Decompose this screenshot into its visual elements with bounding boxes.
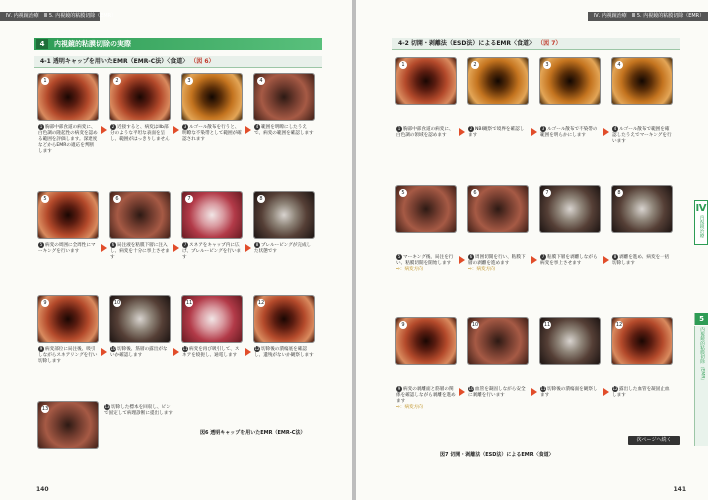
step-caption: 11切除後の潰瘍面を観察します [540, 386, 598, 398]
chapter-tab [694, 200, 708, 245]
running-header: Ⅳ. 内視鏡治療 Ⅲ 5. 内視鏡的粘膜切除（EMR） [588, 12, 708, 21]
step-caption: 5 病変の周囲に全周性にマーキングを行います [38, 242, 96, 254]
step-arrow [459, 128, 465, 136]
endoscopy-photo-8: 8 [254, 192, 314, 238]
section-title: 内視鏡的粘膜切除の実際 [54, 40, 131, 48]
section-title-bar [34, 38, 322, 50]
step-caption: 8 プレルーピングが完成した状態です [254, 242, 312, 254]
endoscopy-photo-8: 8 [612, 186, 672, 232]
step-arrow [101, 348, 107, 356]
step-caption: 5 マーキング後、局注を行い、粘膜切開を開始します ⇨：病変方向 [396, 254, 454, 272]
step-arrow [101, 244, 107, 252]
step-caption: 1 胸部中部食道の病変に、白色調の隆起性の病変を認める範囲を評価します。深達度などからEMRの適応を判断します [38, 124, 98, 154]
subsection-title: 4-1 透明キャップを用いたEMR（EMR-C法）〈食道〉 [40, 58, 189, 65]
step-caption: 6 周囲切開を行い、粘膜下層の剥離を進めます ⇨：病変方向 [468, 254, 526, 272]
endoscopy-photo-7: 7 [182, 192, 242, 238]
step-caption: 7 粘膜下層を剥離しながら病変を挙上させます [540, 254, 598, 266]
step-caption: 10切除後、筋層の露出がないか確認します [110, 346, 168, 358]
endoscopy-photo-13: 13 [38, 402, 98, 448]
endoscopy-photo-5: 5 [396, 186, 456, 232]
step-caption: 6 局注液を粘膜下層に注入し、病変を十分に挙上させます [110, 242, 170, 260]
endoscopy-photo-12: 12 [254, 296, 314, 342]
figure-caption: 図7 切開・剥離法（ESD法）によるEMR〈食道〉 [440, 452, 554, 458]
endoscopy-photo-6: 6 [110, 192, 170, 238]
step-caption: 7 スネアをキャップ内に広げ、プレルーピングを行います [182, 242, 242, 260]
endoscopy-photo-2: 2 [468, 58, 528, 104]
endoscopy-photo-10: 10 [110, 296, 170, 342]
section-tab [694, 326, 708, 446]
page-number: 140 [36, 486, 49, 493]
step-arrow [459, 256, 465, 264]
section-tab-number: 5 [694, 313, 708, 325]
figure-caption: 図6 透明キャップを用いたEMR（EMR-C法） [200, 430, 306, 436]
step-caption: 1 胸部中部食道の病変に、白色調の領域を認めます [396, 126, 454, 138]
step-caption: 10血管を凝固しながら安全に剥離を行います [468, 386, 526, 398]
step-arrow [603, 256, 609, 264]
step-arrow [101, 126, 107, 134]
subsection-header [392, 38, 680, 50]
endoscopy-photo-10: 10 [468, 318, 528, 364]
step-arrow [245, 126, 251, 134]
figure-ref: （図 6） [190, 58, 215, 65]
endoscopy-photo-6: 6 [468, 186, 528, 232]
endoscopy-photo-3: 3 [540, 58, 600, 104]
step-caption: 11病変を再び吸引して、スネアを絞扼し、通電します [182, 346, 240, 358]
endoscopy-photo-4: 4 [254, 74, 314, 120]
step-caption: 4 範囲を明瞭にしたうえで、病変の範囲を確認します [254, 124, 314, 136]
page-number: 141 [673, 486, 686, 493]
subsection-title: 4-2 切開・剥離法（ESD法）によるEMR〈食道〉 [398, 40, 536, 47]
section-tab-label: 内視鏡的粘膜切除（EMR） [699, 327, 705, 384]
step-arrow [531, 388, 537, 396]
section-number: 4 [36, 39, 48, 49]
step-caption: 9 病変部位に局注後、吸引しながらスネアリングを行い切除します [38, 346, 98, 364]
step-caption: 3 ルゴール散布で不染帯の範囲を明らかにします [540, 126, 598, 138]
step-arrow [603, 128, 609, 136]
endoscopy-photo-9: 9 [396, 318, 456, 364]
step-arrow [531, 128, 537, 136]
endoscopy-photo-1: 1 [38, 74, 98, 120]
step-caption: 2 NBI観察で境界を確認します [468, 126, 525, 138]
figure-ref: （図 7） [537, 40, 562, 47]
endoscopy-photo-1: 1 [396, 58, 456, 104]
endoscopy-photo-4: 4 [612, 58, 672, 104]
endoscopy-photo-11: 11 [540, 318, 600, 364]
endoscopy-photo-12: 12 [612, 318, 672, 364]
running-header: Ⅳ. 内視鏡治療 Ⅲ 5. 内視鏡的粘膜切除（EMR） [0, 12, 100, 21]
step-arrow [459, 388, 465, 396]
step-arrow [603, 388, 609, 396]
endoscopy-photo-9: 9 [38, 296, 98, 342]
step-caption: 4 ルゴール散布で範囲を確認したうえでマーキングを行います [612, 126, 672, 144]
chapter-roman: Ⅳ [695, 203, 707, 214]
step-caption: 12切除後の潰瘍底を確認し、遺残がないか観察します [254, 346, 314, 358]
endoscopy-photo-7: 7 [540, 186, 600, 232]
step-caption: 8 剥離を進め、病変を一括切除します [612, 254, 670, 266]
next-page-label: 次ページへ続く [628, 436, 680, 445]
step-caption: 3 ルゴール散布を行うと、明瞭な不染帯として範囲が確認されます [182, 124, 242, 142]
subsection-header [34, 56, 322, 68]
endoscopy-photo-5: 5 [38, 192, 98, 238]
chapter-tab-label: 内視鏡治療 [699, 215, 704, 238]
left-page [0, 0, 352, 500]
step-arrow [173, 126, 179, 134]
step-arrow [173, 348, 179, 356]
step-arrow [245, 348, 251, 356]
right-page [356, 0, 708, 500]
step-arrow [173, 244, 179, 252]
step-caption: 13切除した標本を回収し、ピンで固定して病理診断に提出します [104, 404, 173, 416]
step-arrow [245, 244, 251, 252]
step-caption: 9 病変の剥離面と筋層の関係を確認しながら剥離を進めます ⇨：病変方向 [396, 386, 456, 410]
endoscopy-photo-2: 2 [110, 74, 170, 120]
endoscopy-photo-3: 3 [182, 74, 242, 120]
endoscopy-photo-11: 11 [182, 296, 242, 342]
step-caption: 2 近接すると、病変はIIb部分のような平坦な表面を呈し、範囲がはっきりしません [110, 124, 170, 142]
step-caption: 12露出した血管を凝固止血します [612, 386, 670, 398]
step-arrow [531, 256, 537, 264]
